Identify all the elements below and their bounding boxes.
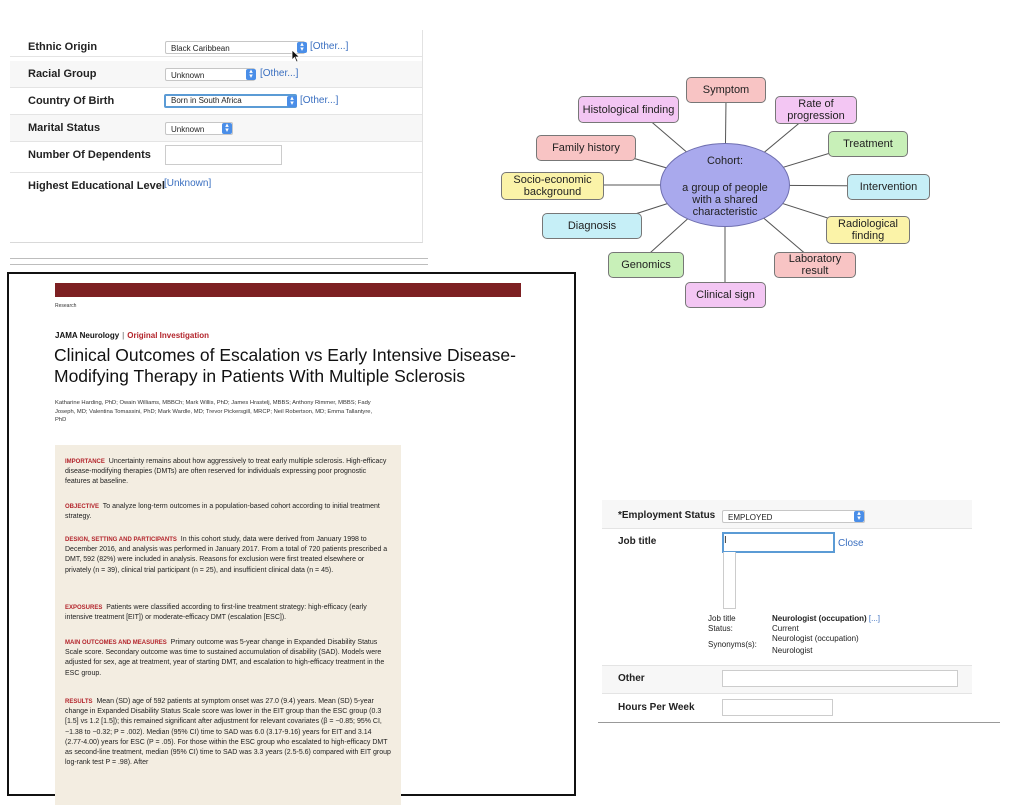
abstract-objective: OBJECTIVE To analyze long-term outcomes in a population-based cohort according to initial treatment strategy. <box>65 503 380 521</box>
number-of-dependents-label: Number Of Dependents <box>28 149 151 161</box>
hub-title: Cohort: <box>706 155 744 167</box>
racial-group-row <box>10 61 422 88</box>
node-socio-economic-background: Socio-economic background <box>501 172 604 200</box>
employment-form <box>602 500 972 722</box>
other-label: Other <box>618 673 645 684</box>
node-symptom: Symptom <box>686 77 766 103</box>
other-row <box>602 666 972 694</box>
racial-group-other-link[interactable]: [Other...] <box>260 68 299 79</box>
article-section-label: Research <box>55 303 77 309</box>
ethnic-origin-select[interactable]: Black Caribbean <box>165 41 305 54</box>
detail-synonym-1: Neurologist (occupation) <box>772 634 859 643</box>
demographics-form <box>10 30 423 243</box>
node-laboratory-result: Laboratory result <box>774 252 856 278</box>
detail-synonym-2: Neurologist <box>772 646 813 655</box>
article-authors: Katharine Harding, PhD; Owain Williams, MBBCh; Mark Willis, PhD; James Hrastelj, MBBS; Anthony Rimmer, MBBS; Fady Joseph, MD; Valentina Tomassini, PhD; Mark Wardle, MD; Trevor Pickersgill, MRCP; Neil Robertson, MD; Emma Tallantyre, PhD <box>55 400 373 423</box>
racial-group-label: Racial Group <box>28 68 97 80</box>
employment-status-select[interactable]: EMPLOYED <box>722 510 865 523</box>
node-family-history: Family history <box>536 135 636 161</box>
node-rate-of-progression: Rate of progression <box>775 96 857 124</box>
node-diagnosis: Diagnosis <box>542 213 642 239</box>
ethnic-origin-row <box>10 30 422 57</box>
abstract-results: RESULTS Mean (SD) age of 592 patients at symptom onset was 27.0 (9.4) years. Mean (SD) 5-year change in Expanded Disability Status Scale score was lower in the EIT group than the ESC group (0.3 [1.5] vs 1.2 [1.5]); this remained significant after adjustment for relevant covariates (β = −0.85; 95% CI, −1.38 to −0.32; P = .002). Median (95% CI) time to SAD was 6.0 (3.17-9.16) years for EIT and 3.14 (2.77-4.00) years for ESC (P = .05). For those within the ESC group who escalated to high-efficacy DMT as second-line treatment, median (95% CI) time to SAD was 3.3 years (2.5-5.6) compared with EIT group log-rank test P = .98). After <box>65 698 391 767</box>
abstract-exposures: EXPOSURES Patients were classified according to first-line treatment strategy: high-efficacy (early intensive treatment [EIT]) or moderate-efficacy DMT (escalation [ESC]). <box>65 604 367 622</box>
country-of-birth-dropdown-icon[interactable]: ▴ ▾ <box>287 96 297 107</box>
node-radiological-finding: Radiological finding <box>826 216 910 244</box>
detail-status-label: Status: <box>708 624 733 633</box>
detail-job-title-value: Neurologist (occupation) [...] <box>772 614 881 623</box>
employment-status-dropdown-icon[interactable]: ▴ ▾ <box>854 511 864 522</box>
cohort-hub <box>660 143 790 227</box>
divider-line <box>10 264 428 265</box>
node-clinical-sign: Clinical sign <box>685 282 766 308</box>
article-header-bar <box>55 283 521 297</box>
job-title-input[interactable] <box>722 532 835 553</box>
employment-status-row <box>602 500 972 529</box>
hub-subtitle: a group of people with a shared characteristic <box>682 182 768 218</box>
node-genomics: Genomics <box>608 252 684 278</box>
hours-per-week-row <box>602 694 972 720</box>
node-intervention: Intervention <box>847 174 930 200</box>
abstract-outcomes: MAIN OUTCOMES AND MEASURES Primary outcome was 5-year change in Expanded Disability Status Scale score. Secondary outcome was time to sustained accumulation of disability (SAD). Models were adjusted for sex, age at treatment, year of starting DMT, and escalation to high-efficacy treatment in the ESC group. <box>65 639 385 677</box>
education-label: Highest Educational Level <box>28 180 165 192</box>
number-of-dependents-input[interactable] <box>165 145 282 165</box>
marital-status-label: Marital Status <box>28 122 101 134</box>
job-title-suggestion-list[interactable] <box>723 552 736 609</box>
abstract-importance: IMPORTANCE Uncertainty remains about how aggressively to treat early multiple sclerosis. High-efficacy disease-modifying therapies (DMTs) are often reserved for individuals expressing poor prognostic features at baseline. <box>65 458 387 486</box>
node-treatment: Treatment <box>828 131 908 157</box>
ethnic-origin-label: Ethnic Origin <box>28 41 98 53</box>
text-cursor-icon: I <box>724 535 727 546</box>
journal-article <box>7 272 576 796</box>
detail-synonyms-label: Synonyms(s): <box>708 640 757 649</box>
cohort-diagram <box>500 72 940 312</box>
country-of-birth-row <box>10 88 422 115</box>
divider-line <box>598 722 1000 723</box>
hours-per-week-label: Hours Per Week <box>618 702 695 713</box>
journal-separator: | <box>122 331 125 340</box>
divider-line <box>10 258 428 259</box>
job-title-label: Job title <box>618 536 657 547</box>
detail-more-link[interactable]: [...] <box>868 614 881 623</box>
marital-status-select[interactable]: Unknown <box>165 122 233 135</box>
marital-status-row <box>10 115 422 142</box>
marital-status-dropdown-icon[interactable]: ▴ ▾ <box>222 123 232 134</box>
journal-line <box>55 331 209 340</box>
ethnic-origin-dropdown-icon[interactable]: ▴ ▾ <box>297 42 307 53</box>
education-unknown-link[interactable]: [Unknown] <box>164 178 212 189</box>
other-input[interactable] <box>722 670 958 687</box>
racial-group-select[interactable]: Unknown <box>165 68 255 81</box>
article-title: Clinical Outcomes of Escalation vs Early Intensive Disease-Modifying Therapy in Patients With Multiple Sclerosis <box>54 345 516 386</box>
node-histological-finding: Histological finding <box>578 96 679 123</box>
racial-group-dropdown-icon[interactable]: ▴ ▾ <box>246 69 256 80</box>
detail-status-value: Current <box>772 624 799 633</box>
abstract-design: DESIGN, SETTING AND PARTICIPANTS In this cohort study, data were derived from January 1998 to December 2016, and analysis was performed in January 2017. From a total of 720 patients prescribed a DMT, 592 (82%) were included in analysis. Reasons for exclusion were first treated elsewhere or privately (n = 39), clinical trial participant (n = 25), and insufficient clinical data (n = 45). <box>65 536 388 574</box>
abstract-box <box>55 445 401 805</box>
education-row <box>10 173 422 201</box>
country-of-birth-other-link[interactable]: [Other...] <box>300 95 339 106</box>
country-of-birth-select[interactable]: Born in South Africa <box>164 94 297 108</box>
mouse-pointer-icon <box>291 49 301 63</box>
hours-per-week-input[interactable] <box>722 699 833 716</box>
article-type: Original Investigation <box>127 331 210 340</box>
employment-status-label: *Employment Status <box>618 510 716 521</box>
detail-job-title-label: Job title <box>708 614 736 623</box>
close-link[interactable]: Close <box>838 538 864 549</box>
ethnic-origin-other-link[interactable]: [Other...] <box>310 41 349 52</box>
journal-name: JAMA Neurology <box>55 331 120 340</box>
country-of-birth-label: Country Of Birth <box>28 95 115 107</box>
